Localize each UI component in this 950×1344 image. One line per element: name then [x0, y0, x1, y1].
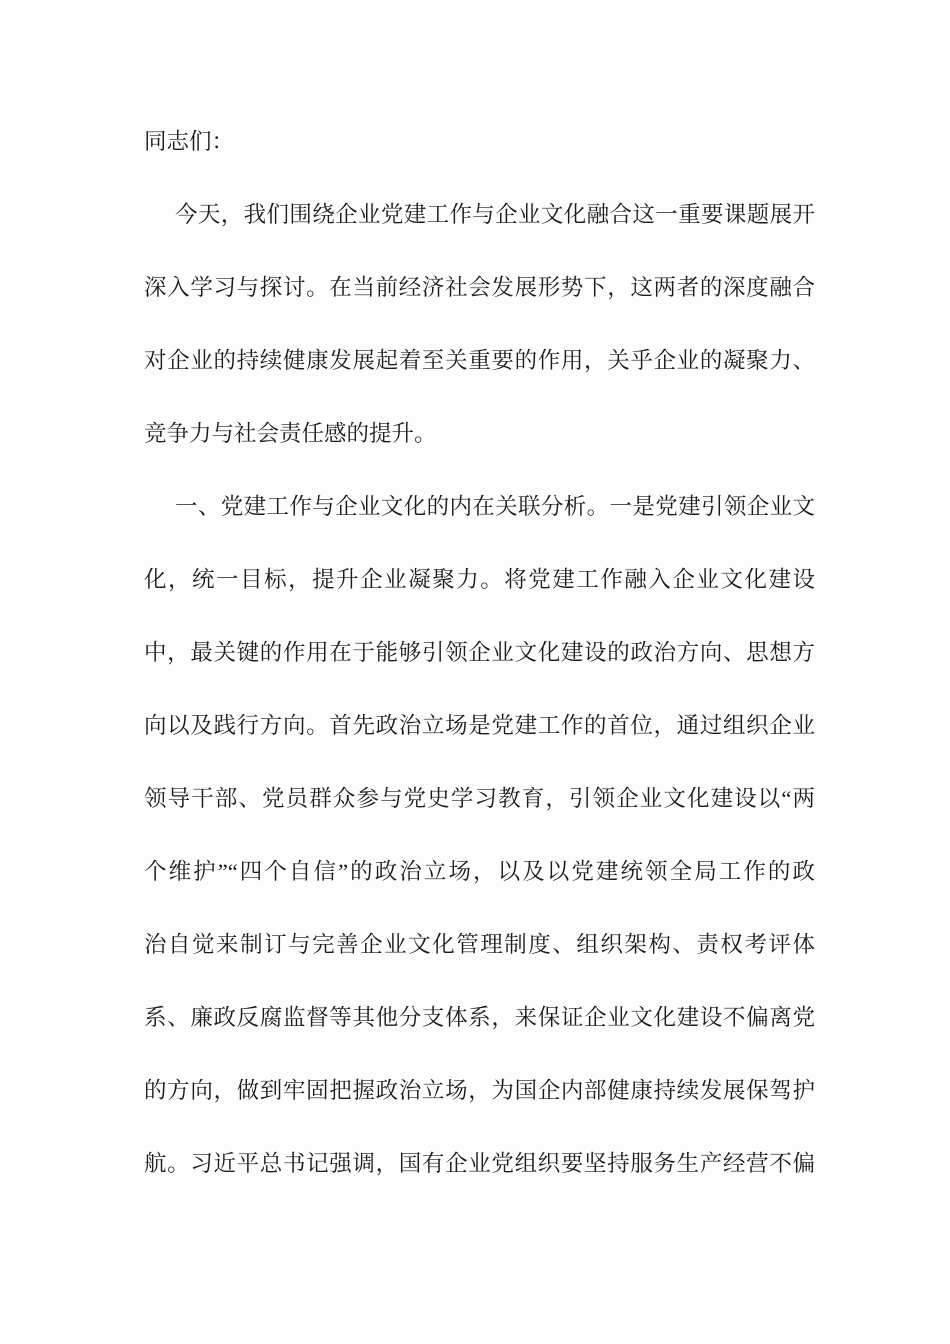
document-text-area — [144, 105, 815, 1200]
text-line: 深入学习与探讨。在当前经济社会发展形势下，这两者的深度融合 — [144, 275, 815, 300]
text-line: 系、廉政反腐监督等其他分支体系，来保证企业文化建设不偏离党 — [144, 1005, 815, 1030]
text-line: 领导干部、党员群众参与党史学习教育，引领企业文化建设以“两 — [144, 786, 815, 811]
text-line: 对企业的持续健康发展起着至关重要的作用，关乎企业的凝聚力、 — [144, 348, 815, 373]
text-line: 化，统一目标，提升企业凝聚力。将党建工作融入企业文化建设 — [144, 567, 815, 592]
text-line: 个维护”“四个自信”的政治立场，以及以党建统领全局工作的政 — [144, 859, 815, 884]
text-line: 治自觉来制订与完善企业文化管理制度、组织架构、责权考评体 — [144, 932, 815, 957]
text-line: 向以及践行方向。首先政治立场是党建工作的首位，通过组织企业 — [144, 713, 815, 738]
text-line-salutation: 同志们： — [144, 129, 235, 154]
text-line-section-heading: 一、党建工作与企业文化的内在关联分析。一是党建引领企业文 — [175, 494, 815, 519]
text-line: 今天，我们围绕企业党建工作与企业文化融合这一重要课题展开 — [175, 202, 815, 227]
text-line: 中，最关键的作用在于能够引领企业文化建设的政治方向、思想方 — [144, 640, 815, 665]
text-line: 的方向，做到牢固把握政治立场，为国企内部健康持续发展保驾护 — [144, 1078, 815, 1103]
text-line: 竞争力与社会责任感的提升。 — [144, 421, 437, 446]
text-line: 航。习近平总书记强调，国有企业党组织要坚持服务生产经营不偏 — [144, 1151, 815, 1176]
